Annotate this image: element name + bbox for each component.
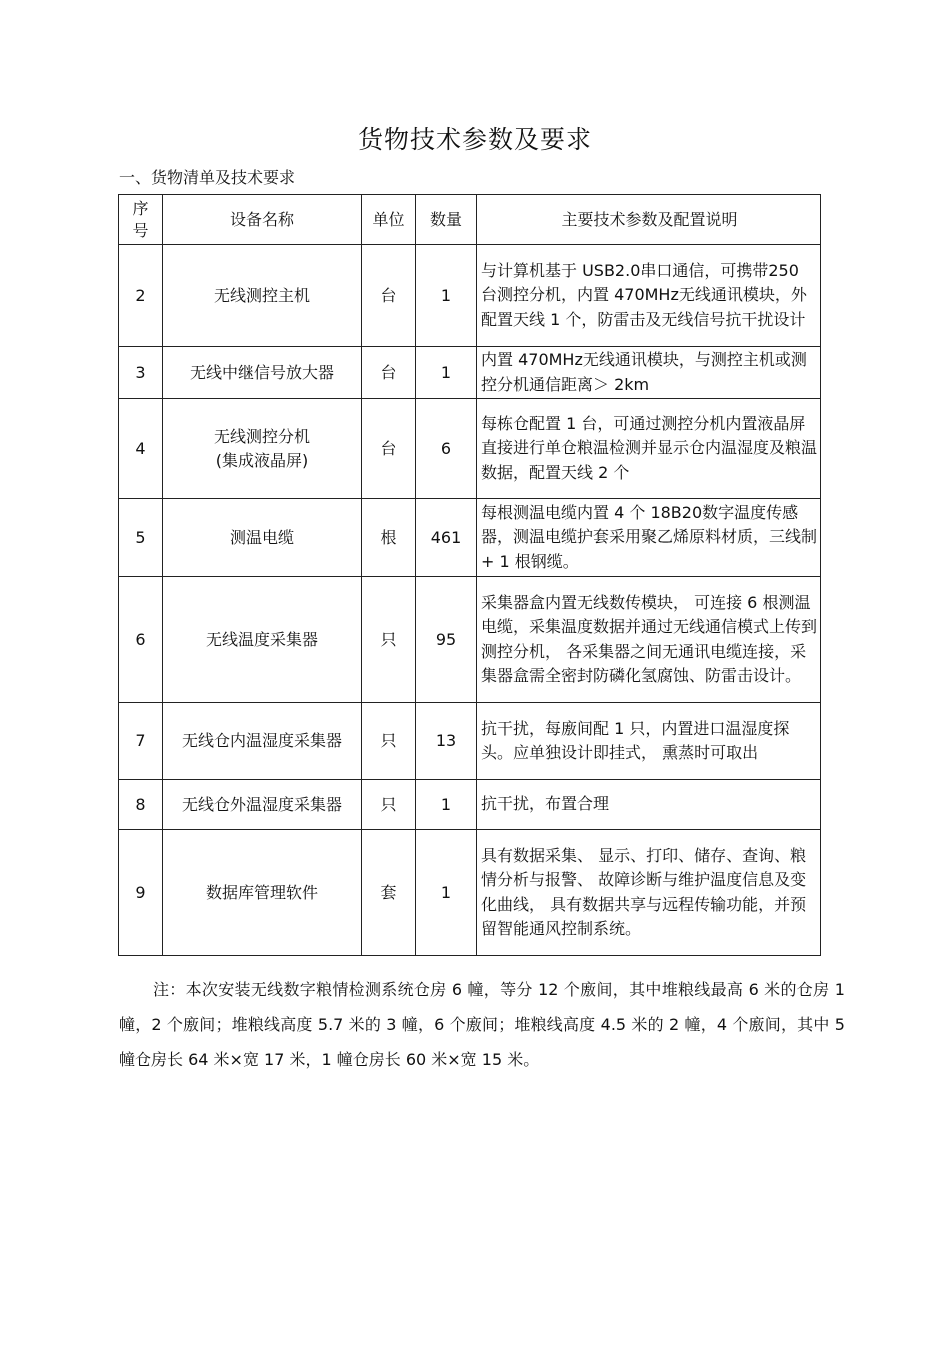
goods-spec-table [118,194,821,956]
cell-qty: 1 [416,245,477,347]
cell-name: 数据库管理软件 [163,830,362,956]
document-title: 货物技术参数及要求 [357,125,592,154]
cell-name: 无线仓外温湿度采集器 [163,780,362,830]
cell-qty: 1 [416,780,477,830]
cell-unit: 只 [362,577,416,703]
cell-name: 无线仓内温湿度采集器 [163,703,362,780]
cell-no: 7 [119,703,163,780]
cell-no: 2 [119,245,163,347]
cell-no: 6 [119,577,163,703]
section-heading: 一、货物清单及技术要求 [119,168,296,187]
note-paragraph: 注：本次安装无线数字粮情检测系统仓房 6 幢，等分 12 个廒间，其中堆粮线最高 6 米的仓房 1 幢，2 个廒间；堆粮线高度 5.7 米的 3 幢，6 个廒间；堆粮线高度 4.5 米的 2 幢，4 个廒间，其中 5 幢仓房长 64 米×宽 17 米，1 幢仓房长 60 米×宽 15 米。 [119,980,845,1069]
cell-name: 无线测控分机(集成液晶屏) [163,399,362,499]
table-row [119,347,821,399]
cell-qty: 6 [416,399,477,499]
table-row [119,830,821,956]
cell-no: 3 [119,347,163,399]
cell-unit: 套 [362,830,416,956]
header-qty: 数量 [416,195,477,245]
header-no: 序号 [119,195,163,245]
cell-desc: 抗干扰，每廒间配 1 只，内置进口温湿度探头。应单独设计即挂式， 熏蒸时可取出 [477,703,821,780]
cell-no: 5 [119,499,163,577]
cell-unit: 只 [362,703,416,780]
table-row [119,399,821,499]
cell-qty: 13 [416,703,477,780]
cell-no: 8 [119,780,163,830]
cell-desc: 内置 470MHz无线通讯模块，与测控主机或测控分机通信距离＞ 2km [477,347,821,399]
cell-qty: 1 [416,347,477,399]
cell-desc: 采集器盒内置无线数传模块， 可连接 6 根测温电缆，采集温度数据并通过无线通信模式上传到测控分机， 各采集器之间无通讯电缆连接，采集器盒需全密封防磷化氢腐蚀、防雷击设计。 [477,577,821,703]
table-row [119,703,821,780]
cell-unit: 台 [362,347,416,399]
cell-name: 无线中继信号放大器 [163,347,362,399]
cell-desc: 每根测温电缆内置 4 个 18B20数字温度传感器，测温电缆护套采用聚乙烯原料材质，三线制 + 1 根钢缆。 [477,499,821,577]
header-desc: 主要技术参数及配置说明 [477,195,821,245]
table-row [119,780,821,830]
table-header-row [119,195,821,245]
cell-name: 无线测控主机 [163,245,362,347]
cell-desc: 具有数据采集、 显示、打印、储存、查询、粮情分析与报警、 故障诊断与维护温度信息及变化曲线， 具有数据共享与远程传输功能，并预留智能通风控制系统。 [477,830,821,956]
header-name: 设备名称 [163,195,362,245]
cell-unit: 台 [362,399,416,499]
table-row [119,499,821,577]
cell-no: 9 [119,830,163,956]
cell-qty: 1 [416,830,477,956]
cell-unit: 台 [362,245,416,347]
cell-unit: 根 [362,499,416,577]
cell-desc: 与计算机基于 USB2.0串口通信，可携带250 台测控分机，内置 470MHz无线通讯模块，外配置天线 1 个，防雷击及无线信号抗干扰设计 [477,245,821,347]
cell-desc: 每栋仓配置 1 台，可通过测控分机内置液晶屏直接进行单仓粮温检测并显示仓内温湿度及粮温数据，配置天线 2 个 [477,399,821,499]
cell-desc: 抗干扰，布置合理 [477,780,821,830]
table-row [119,577,821,703]
cell-qty: 95 [416,577,477,703]
cell-unit: 只 [362,780,416,830]
cell-qty: 461 [416,499,477,577]
header-unit: 单位 [362,195,416,245]
table-row [119,245,821,347]
cell-name: 测温电缆 [163,499,362,577]
cell-name: 无线温度采集器 [163,577,362,703]
cell-no: 4 [119,399,163,499]
